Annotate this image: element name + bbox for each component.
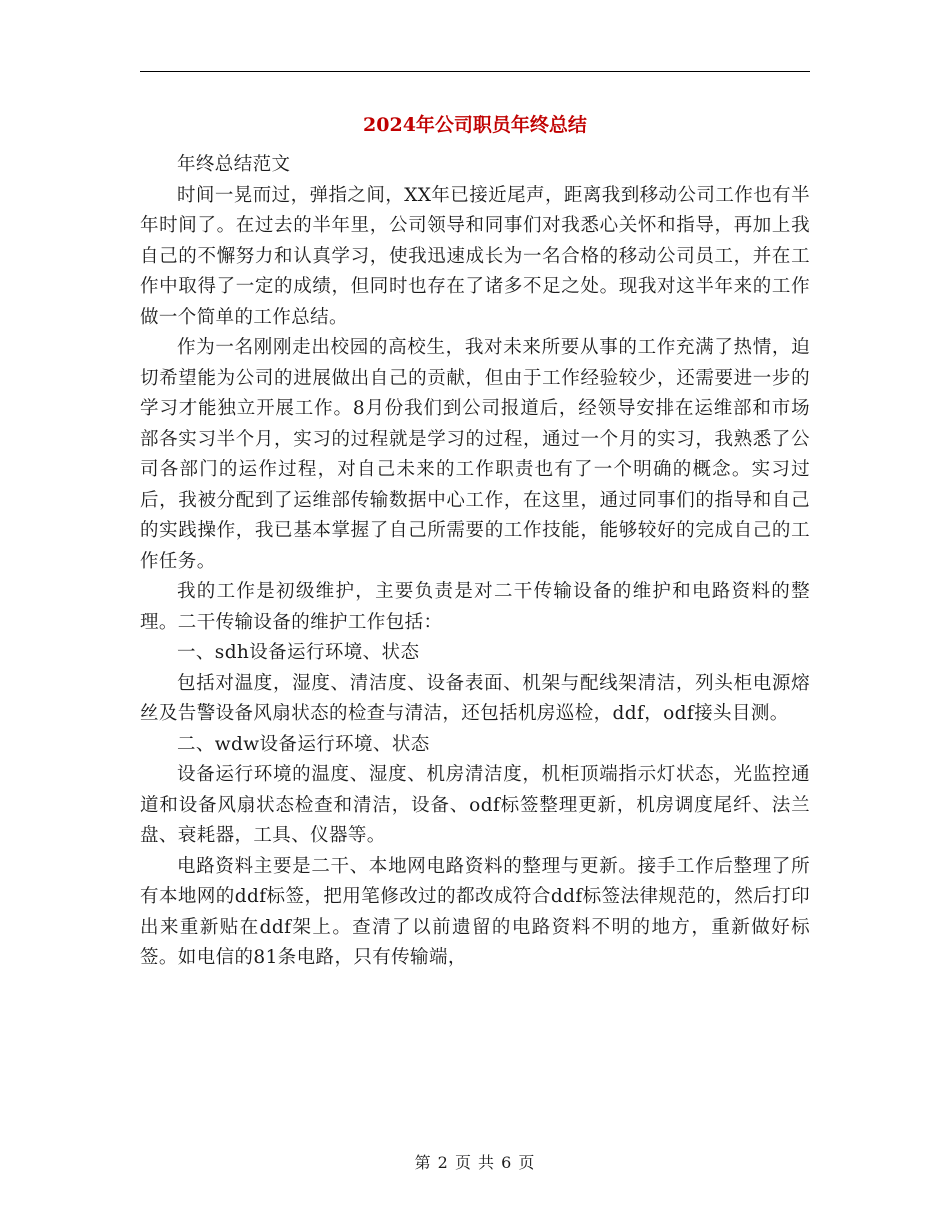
paragraph: 设备运行环境的温度、湿度、机房清洁度，机柜顶端指示灯状态，光监控通道和设备风扇状态检查和清洁，设备、odf标签整理更新，机房调度尾纤、法兰盘、衰耗器，工具、仪器等。: [140, 764, 810, 846]
section-heading: 二、wdw设备运行环境、状态: [177, 733, 430, 755]
page-number: 第 2 页 共 6 页: [414, 1153, 536, 1172]
paragraph: 包括对温度，湿度、清洁度、设备表面、机架与配线架清洁，列头柜电源熔丝及告警设备风扇状态的检查与清洁，还包括机房巡检，ddf，odf接头目测。: [140, 672, 810, 724]
paragraph: 电路资料主要是二干、本地网电路资料的整理与更新。接手工作后整理了所有本地网的ddf标签，把用笔修改过的都改成符合ddf标签法律规范的，然后打印出来重新贴在ddf架上。查清了以前遗留的电路资料不明的地方，重新做好标签。如电信的81条电路，只有传输端，: [140, 855, 810, 968]
paragraph: 作为一名刚刚走出校园的高校生，我对未来所要从事的工作充满了热情，迫切希望能为公司的进展做出自己的贡献，但由于工作经验较少，还需要进一步的学习才能独立开展工作。8月份我们到公司报道后，经领导安排在运维部和市场部各实习半个月，实习的过程就是学习的过程，通过一个月的实习，我熟悉了公司各部门的运作过程，对自己未来的工作职责也有了一个明确的概念。实习过后，我被分配到了运维部传输数据中心工作，在这里，通过同事们的指导和自己的实践操作，我已基本掌握了自己所需要的工作技能，能够较好的完成自己的工作任务。: [140, 337, 810, 572]
header-rule: [140, 71, 810, 72]
paragraph-subtitle: 年终总结范文: [177, 154, 291, 175]
paragraph: 时间一晃而过，弹指之间，XX年已接近尾声，距离我到移动公司工作也有半年时间了。在过去的半年里，公司领导和同事们对我悉心关怀和指导，再加上我自己的不懈努力和认真学习，使我迅速成长为一名合格的移动公司员工，并在工作中取得了一定的成绩，但同时也存在了诸多不足之处。现我对这半年来的工作做一个简单的工作总结。: [140, 184, 810, 328]
paragraph: 我的工作是初级维护，主要负责是对二干传输设备的维护和电路资料的整理。二干传输设备的维护工作包括：: [140, 581, 810, 633]
document-body: [140, 150, 810, 974]
section-heading: 一、sdh设备运行环境、状态: [177, 642, 420, 663]
document-title: 2024年公司职员年终总结: [363, 114, 587, 136]
